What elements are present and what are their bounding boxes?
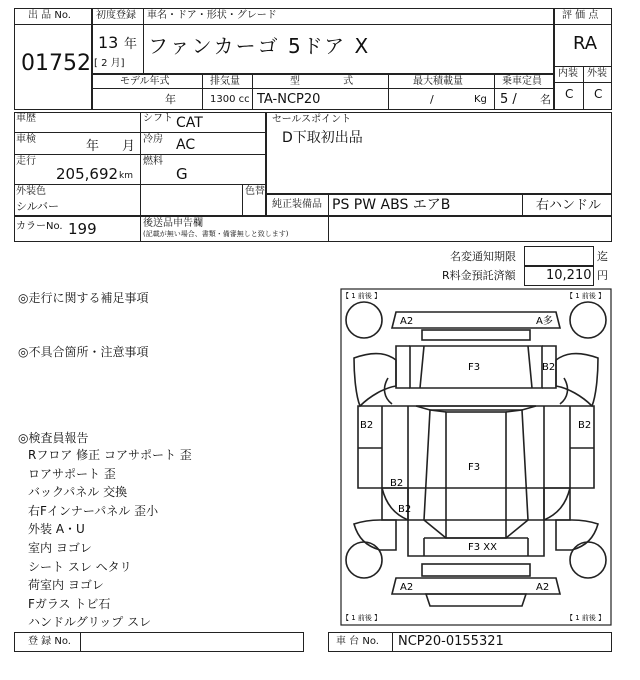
- door-right: [544, 488, 570, 520]
- interior-grade: C: [565, 87, 574, 101]
- inspection-year-unit: 年: [86, 139, 100, 154]
- inspector-line: 外装 A・U: [28, 522, 85, 537]
- bracket-bottom-left: 【 1 前後 】: [342, 614, 382, 622]
- ac-value: AC: [176, 137, 196, 153]
- fuel-label: 燃料: [143, 156, 163, 167]
- wheel-rear-right: [570, 542, 606, 578]
- code-rear-bumper-left: A2: [400, 582, 414, 593]
- code-door-left-rear: B2: [398, 504, 412, 515]
- notice-field: [524, 246, 594, 266]
- mileage-unit: km: [119, 171, 133, 181]
- color-no-value: 199: [68, 220, 97, 238]
- code-rear: F3 XX: [468, 542, 497, 553]
- color-no-label: カラーNo.: [16, 221, 63, 232]
- first-reg-year-unit: 年: [124, 37, 138, 52]
- inspector-line: シート スレ ヘタリ: [28, 559, 132, 574]
- mileage-value: 205,692: [56, 165, 119, 183]
- inspector-line: ハンドルグリップ スレ: [28, 615, 152, 630]
- inspector-report-list: [28, 446, 192, 632]
- shift-value: CAT: [176, 115, 203, 131]
- code-front-bumper-right: A多: [536, 316, 553, 327]
- code-hood: F3: [468, 362, 481, 373]
- exterior-grade: C: [594, 87, 603, 101]
- first-reg-year: 13: [98, 33, 119, 52]
- docs-note: (記載が無い場合、書類・備審無しと致します): [143, 230, 289, 238]
- wheel-front-left: [346, 302, 382, 338]
- chassis-label: 車 台 No.: [336, 636, 379, 647]
- displacement-label: 排気量: [210, 76, 240, 87]
- max-load-slash: /: [430, 93, 434, 106]
- inspector-label: ◎検査員報告: [18, 431, 89, 445]
- inspection-label: 車検: [16, 134, 36, 145]
- color-label: 外装色: [16, 186, 46, 197]
- fender-front-right: [556, 354, 598, 406]
- interior-label: 内装: [558, 68, 578, 79]
- lot-number: 01752: [21, 51, 91, 76]
- code-roof: F3: [468, 462, 481, 473]
- equipment-value: PS PW ABS エアB: [332, 197, 451, 213]
- model-year-unit: 年: [165, 93, 176, 106]
- max-load-unit: Kg: [474, 94, 487, 105]
- steering-value: 右ハンドル: [536, 198, 602, 213]
- bracket-top-right: 【 1 前後 】: [566, 292, 606, 300]
- damage-diagram: [340, 288, 612, 626]
- inspector-line: 右Fインナーパネル 歪小: [28, 503, 159, 518]
- shift-label: シフト: [143, 113, 173, 124]
- code-side-left: B2: [360, 420, 374, 431]
- fuel-value: G: [176, 165, 188, 183]
- roof: [446, 412, 506, 538]
- model-year-label: モデル年式: [120, 76, 170, 87]
- inspector-line: バックパネル 交換: [28, 485, 128, 500]
- code-rear-bumper-right: A2: [536, 582, 550, 593]
- top-view-body: [358, 406, 594, 488]
- bracket-bottom-right: 【 1 前後 】: [566, 614, 606, 622]
- capacity-value: 5 /: [500, 92, 517, 107]
- defects-label: ◎不具合箇所・注意事項: [18, 345, 149, 359]
- notice-label: 名変通知期限: [450, 250, 516, 263]
- type-value: TA-NCP20: [257, 92, 321, 107]
- sales-point-value: D下取初出品: [282, 130, 363, 146]
- recycle-value: 10,210: [546, 268, 592, 283]
- lot-label: 出 品 No.: [28, 10, 71, 21]
- rating-label: 評 価 点: [562, 10, 599, 21]
- first-reg-label: 初度登録: [96, 10, 136, 21]
- chassis-value: NCP20-0155321: [398, 634, 504, 649]
- first-reg-month: [ 2 月]: [94, 58, 125, 69]
- bracket-top-left: 【 1 前後 】: [342, 292, 382, 300]
- car-name: ファンカーゴ 5ドア X: [148, 34, 371, 58]
- fender-front-left: [354, 354, 396, 406]
- recolor-label: 色替: [245, 186, 265, 197]
- driving-notes-label: ◎走行に関する補足事項: [18, 291, 149, 305]
- front-bumper: [392, 312, 560, 328]
- mileage-label: 走行: [16, 156, 36, 167]
- code-door-left-front: B2: [390, 478, 404, 489]
- code-fender-right: B2: [542, 362, 556, 373]
- wheel-rear-left: [346, 542, 382, 578]
- exterior-label: 外装: [587, 68, 607, 79]
- history-label: 車歴: [16, 113, 36, 124]
- max-load-label: 最大積載量: [413, 76, 463, 87]
- rear-bumper: [392, 578, 560, 594]
- rear-plate: [422, 564, 530, 576]
- code-side-right: B2: [578, 420, 592, 431]
- inspector-line: 室内 ヨゴレ: [28, 540, 92, 555]
- ac-label: 冷房: [143, 134, 163, 145]
- inspector-line: Rフロア 修正 コアサポート 歪: [28, 448, 192, 462]
- equipment-label: 純正装備品: [272, 199, 322, 210]
- reg-no-label: 登 録 No.: [28, 636, 71, 647]
- docs-label: 後送品申告欄: [143, 218, 203, 229]
- type-label: 型 式: [290, 76, 354, 87]
- color-no-box: [14, 216, 612, 242]
- name-label: 車名・ドア・形状・グレード: [147, 10, 277, 21]
- inspector-line: 荷室内 ヨゴレ: [28, 578, 104, 593]
- color-value: シルバー: [16, 200, 59, 213]
- wheel-front-right: [570, 302, 606, 338]
- recycle-unit: 円: [597, 269, 608, 282]
- notice-unit: 迄: [597, 250, 608, 263]
- inspector-line: Fガラス トビ石: [28, 596, 111, 611]
- front-grille: [422, 330, 530, 340]
- windshield: [416, 406, 536, 410]
- displacement-value: 1300 cc: [210, 94, 250, 105]
- inspector-line: ロアサポート 歪: [28, 466, 116, 481]
- sales-point-label: セールスポイント: [272, 114, 352, 125]
- capacity-unit: 名: [540, 93, 551, 106]
- code-front-bumper-left: A2: [400, 316, 414, 327]
- capacity-label: 乗車定員: [502, 76, 542, 87]
- recycle-label: R料金預託済額: [442, 269, 516, 282]
- rating-value: RA: [573, 33, 598, 54]
- inspection-month-unit: 月: [122, 139, 136, 154]
